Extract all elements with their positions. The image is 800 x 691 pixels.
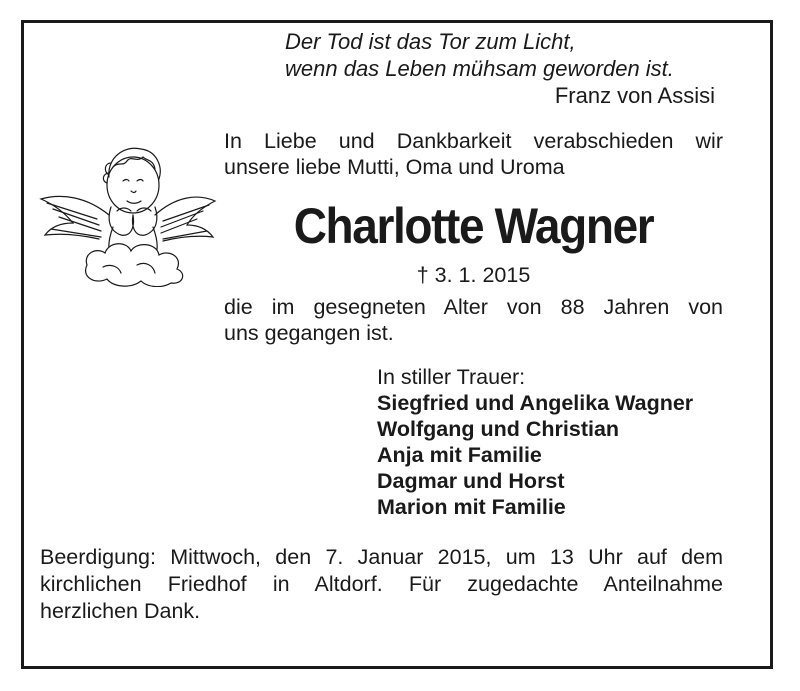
quote xyxy=(285,28,715,109)
age-text xyxy=(224,294,723,346)
cherub-icon xyxy=(37,127,217,287)
mourner-name: Marion mit Familie xyxy=(377,495,566,519)
intro-line: unsere liebe Mutti, Oma und Uroma xyxy=(224,155,565,179)
funeral-line: kirchlichen Friedhof in Altdorf. Für zugedachte Anteilnahme xyxy=(40,572,723,596)
quote-line: wenn das Leben mühsam geworden ist. xyxy=(285,56,674,81)
funeral-info xyxy=(40,544,723,625)
mourner-name: Siegfried und Angelika Wagner xyxy=(377,391,694,415)
death-date: † 3. 1. 2015 xyxy=(416,263,531,287)
funeral-line: Beerdigung: Mittwoch, den 7. Januar 2015, um 13 Uhr auf dem xyxy=(40,545,723,569)
mourners-block xyxy=(377,364,737,520)
mourner-name: Wolfgang und Christian xyxy=(377,417,620,441)
intro-line: In Liebe und Dankbarkeit verabschieden wir xyxy=(224,129,723,153)
quote-author: Franz von Assisi xyxy=(554,83,715,108)
age-line: uns gegangen ist. xyxy=(224,321,394,345)
age-line: die im gesegneten Alter von 88 Jahren von xyxy=(224,295,723,319)
quote-line: Der Tod ist das Tor zum Licht, xyxy=(285,29,576,54)
mourner-name: Dagmar und Horst xyxy=(377,469,565,493)
deceased-name: Charlotte Wagner xyxy=(293,198,654,254)
mourner-name: Anja mit Familie xyxy=(377,443,542,467)
mourners-heading: In stiller Trauer: xyxy=(377,365,526,389)
funeral-line: herzlichen Dank. xyxy=(40,599,201,623)
intro-text xyxy=(224,128,723,180)
